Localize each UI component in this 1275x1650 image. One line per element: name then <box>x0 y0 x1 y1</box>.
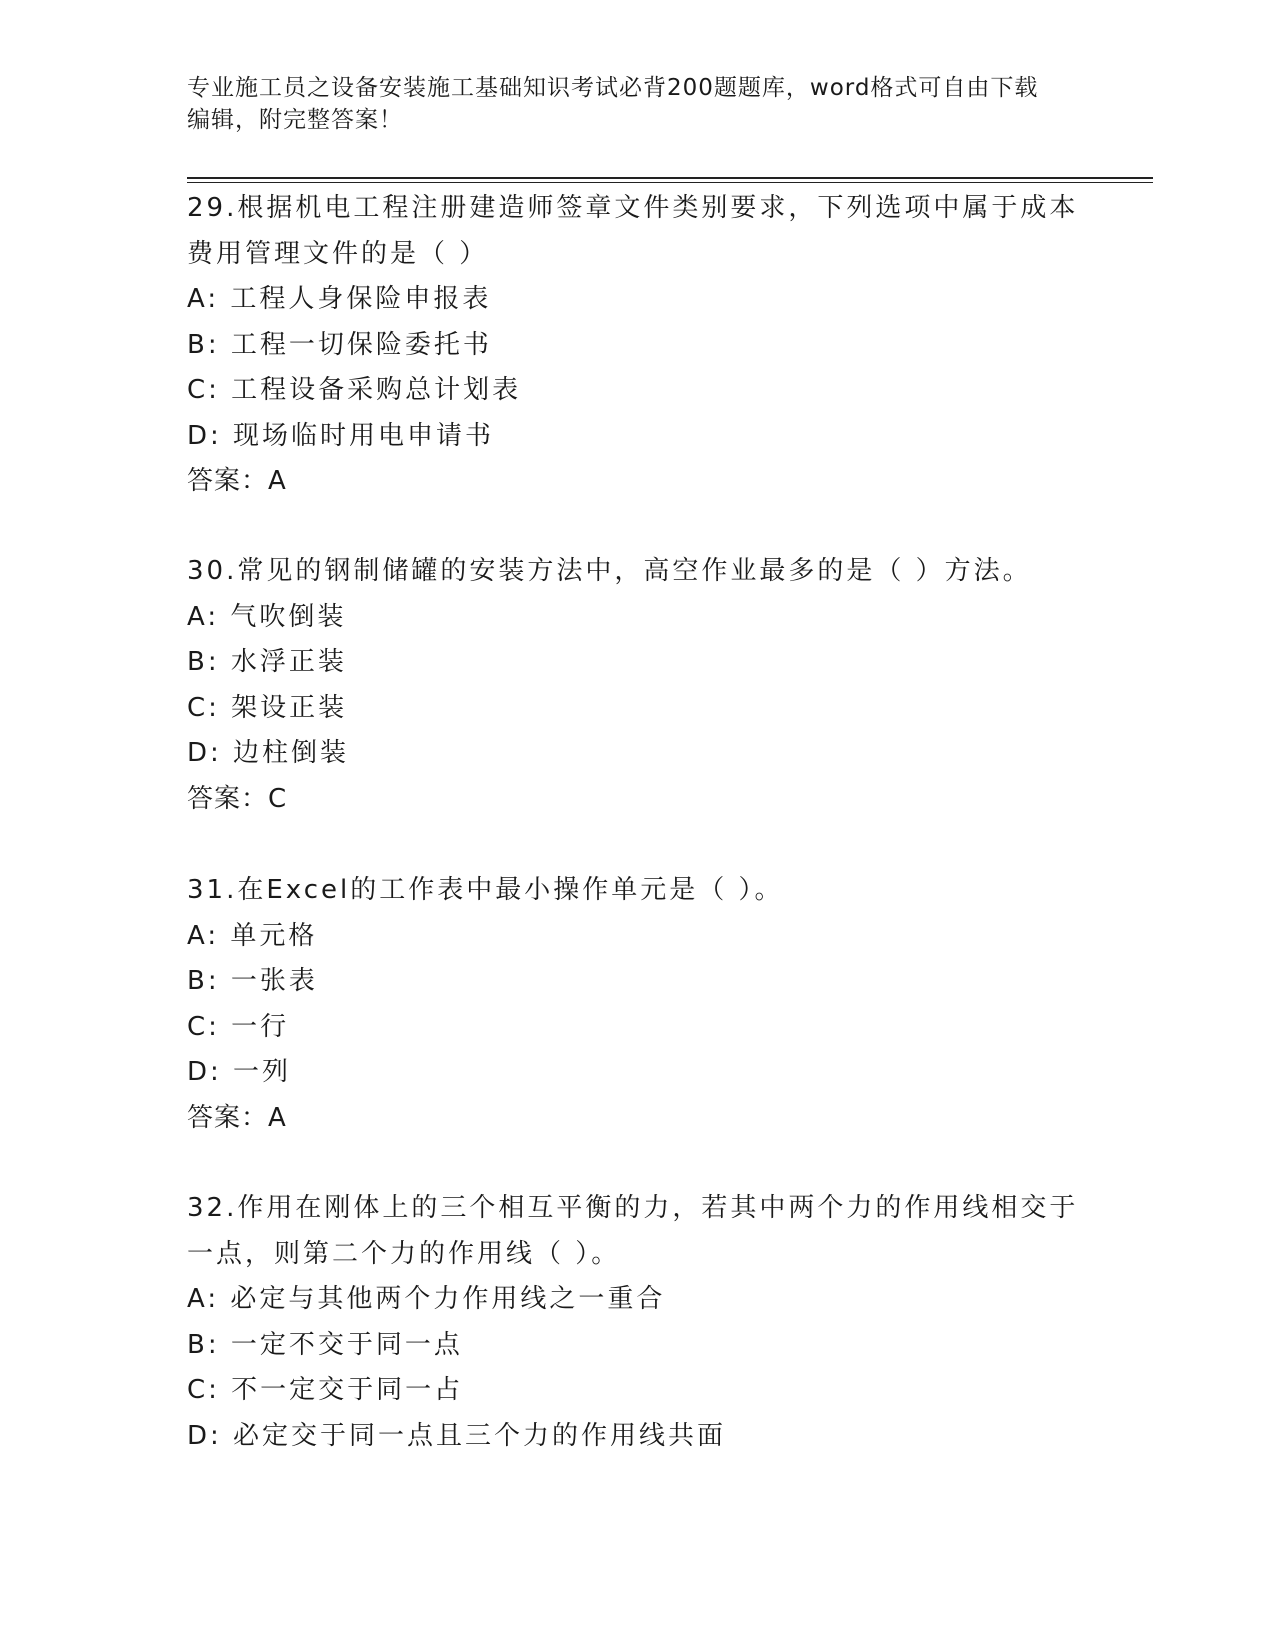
option-b: B: 一张表 <box>187 966 318 996</box>
header-line-1: 专业施工员之设备安装施工基础知识考试必背200题题库，word格式可自由下载 <box>187 75 1039 101</box>
question-stem: 31.在Excel的工作表中最小操作单元是（ ）。 <box>187 875 784 905</box>
header-divider-thick <box>187 177 1153 179</box>
option-c: C: 一行 <box>187 1011 290 1042</box>
question-stem: 费用管理文件的是（ ） <box>187 238 489 269</box>
option-b: B: 水浮正装 <box>187 647 347 677</box>
option-c: C: 架设正装 <box>187 692 348 723</box>
header-line-2: 编辑，附完整答案！ <box>187 107 403 133</box>
header-divider-thin <box>187 182 1153 183</box>
question-stem: 一点，则第二个力的作用线（ ）。 <box>187 1238 621 1269</box>
option-a: A: 气吹倒装 <box>187 601 347 632</box>
answer: 答案：A <box>187 1102 287 1133</box>
question-31 <box>187 868 1087 1141</box>
option-a: A: 单元格 <box>187 920 318 951</box>
option-d: D: 边柱倒装 <box>187 738 350 768</box>
question-30 <box>187 549 1087 822</box>
option-c: C: 工程设备采购总计划表 <box>187 375 522 405</box>
document-header <box>187 72 1087 136</box>
question-29 <box>187 186 1087 505</box>
option-b: B: 工程一切保险委托书 <box>187 329 492 360</box>
question-stem: 32.作用在刚体上的三个相互平衡的力，若其中两个力的作用线相交于 <box>187 1193 1079 1223</box>
option-d: D: 现场临时用电申请书 <box>187 420 495 451</box>
option-b: B: 一定不交于同一点 <box>187 1329 463 1360</box>
answer: 答案：A <box>187 466 287 496</box>
option-a: A: 必定与其他两个力作用线之一重合 <box>187 1284 666 1314</box>
question-32 <box>187 1186 1087 1459</box>
option-c: C: 不一定交于同一占 <box>187 1375 464 1405</box>
option-d: D: 一列 <box>187 1057 292 1087</box>
option-d: D: 必定交于同一点且三个力的作用线共面 <box>187 1420 727 1451</box>
question-stem: 29.根据机电工程注册建造师签章文件类别要求，下列选项中属于成本 <box>187 193 1079 223</box>
answer: 答案：C <box>187 783 288 814</box>
question-stem: 30.常见的钢制储罐的安装方法中，高空作业最多的是（ ）方法。 <box>187 556 1032 586</box>
option-a: A: 工程人身保险申报表 <box>187 284 492 314</box>
